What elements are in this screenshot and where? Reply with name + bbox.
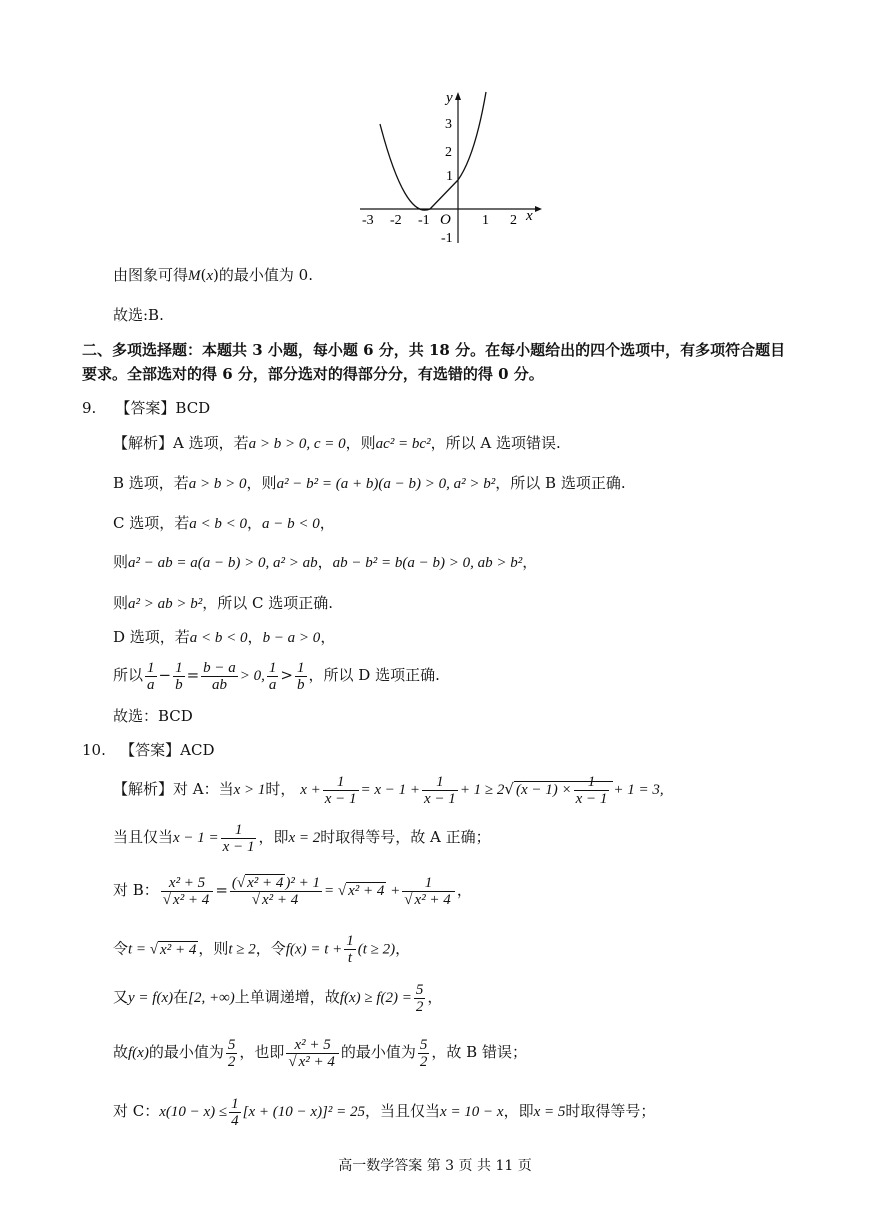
text-line: 【解析】对 A：当x > 1时， x + $\frac{1}{x - 1}$ = x − 1 + $\frac{1}{x - 1}$ + 1 ≥ 2√ (x − 1) × $\frac{1}{x - 1}$ + 1 = 3,	[113, 773, 664, 808]
x-tick: -2	[390, 213, 402, 228]
x-axis-label: x	[526, 208, 533, 224]
text-line: 所以 $\frac{1}{a}$ − $\frac{1}{b}$ = $\frac{b - a}{ab}$ > 0, $\frac{1}{a}$ > $\frac{1}{b}$ ，所以 D 选项正确.	[113, 659, 440, 693]
function-graph	[350, 88, 550, 248]
text-line: 【解析】A 选项，若a > b > 0, c = 0，则ac² = bc²，所以 A 选项错误.	[113, 434, 561, 452]
text-line: 对 B： $\frac{\text{x² + 5}}{\text{√ x² + 4}}$ = $\frac{\text{(√ x² + 4 )² + 1}}{\text{√ x² + 4}}$ = √ x² + 4 + $\frac{1}{\text{√ x² + 4}}$ ，	[113, 874, 472, 908]
text-line: 故f(x)的最小值为 $\frac{5}{2}$ ，也即 $\frac{\text{x² + 5}}{\text{√ x² + 4}}$ 的最小值为 $\frac{5}{2}$ ，故 B 错误；	[113, 1036, 527, 1070]
line-segment	[430, 180, 458, 209]
x-tick: 2	[510, 213, 517, 228]
x-tick: 1	[482, 213, 489, 228]
x-tick: -1	[418, 213, 430, 228]
y-axis-arrow	[455, 92, 461, 100]
parabola-curve	[380, 124, 430, 210]
section-heading: 二、多项选择题：本题共 3 小题，每小题 6 分，共 18 分。在每小题给出的四个选项中，有多项符合题目	[82, 341, 786, 359]
parabola-right	[458, 92, 486, 180]
y-tick: 3	[445, 117, 452, 132]
text-line: 故选：BCD	[113, 707, 193, 725]
text-line: 对 C：x(10 − x) ≤ $\frac{1}{4}$ [x + (10 − x)]² = 25，当且仅当x = 10 − x，即x = 5时取得等号；	[113, 1095, 656, 1129]
text-line: C 选项，若a < b < 0，a − b < 0，	[113, 514, 335, 532]
origin-label: O	[440, 212, 451, 228]
text-line: 又y = f(x)在[2, +∞)上单调递增，故f(x) ≥ f(2) = $\frac{5}{2}$ ，	[113, 981, 443, 1015]
x-axis-arrow	[535, 206, 542, 212]
text-line: B 选项，若a > b > 0，则a² − b² = (a + b)(a − b) > 0, a² > b²，所以 B 选项正确.	[113, 474, 626, 492]
q10-answer: 10. 【答案】ACD	[82, 741, 215, 759]
y-tick: -1	[441, 231, 453, 246]
text-line: 则a² > ab > b²，所以 C 选项正确.	[113, 594, 334, 612]
section-heading: 要求。全部选对的得 6 分，部分选对的得部分分，有选错的得 0 分。	[82, 365, 544, 383]
y-tick: 2	[445, 145, 452, 160]
q9-answer: 9. 【答案】BCD	[82, 399, 211, 417]
text-line: 当且仅当x − 1 = $\frac{1}{x - 1}$ ，即x = 2时取得等号，故 A 正确；	[113, 821, 491, 855]
y-tick: 1	[446, 169, 453, 184]
y-axis-label: y	[446, 90, 453, 106]
text-line: 由图象可得M(x)的最小值为 0.	[113, 266, 313, 284]
page-footer: 高一数学答案 第 3 页 共 11 页	[338, 1158, 532, 1174]
text-line: D 选项，若a < b < 0，b − a > 0，	[113, 628, 336, 646]
text-line: 故选:B.	[113, 306, 164, 324]
x-tick: -3	[362, 213, 374, 228]
text-line: 则a² − ab = a(a − b) > 0, a² > ab，ab − b² = b(a − b) > 0, ab > b²，	[113, 553, 538, 571]
text-line: 令t = √ x² + 4 ，则t ≥ 2，令f(x) = t + $\frac{1}{t}$ (t ≥ 2)，	[113, 933, 411, 966]
